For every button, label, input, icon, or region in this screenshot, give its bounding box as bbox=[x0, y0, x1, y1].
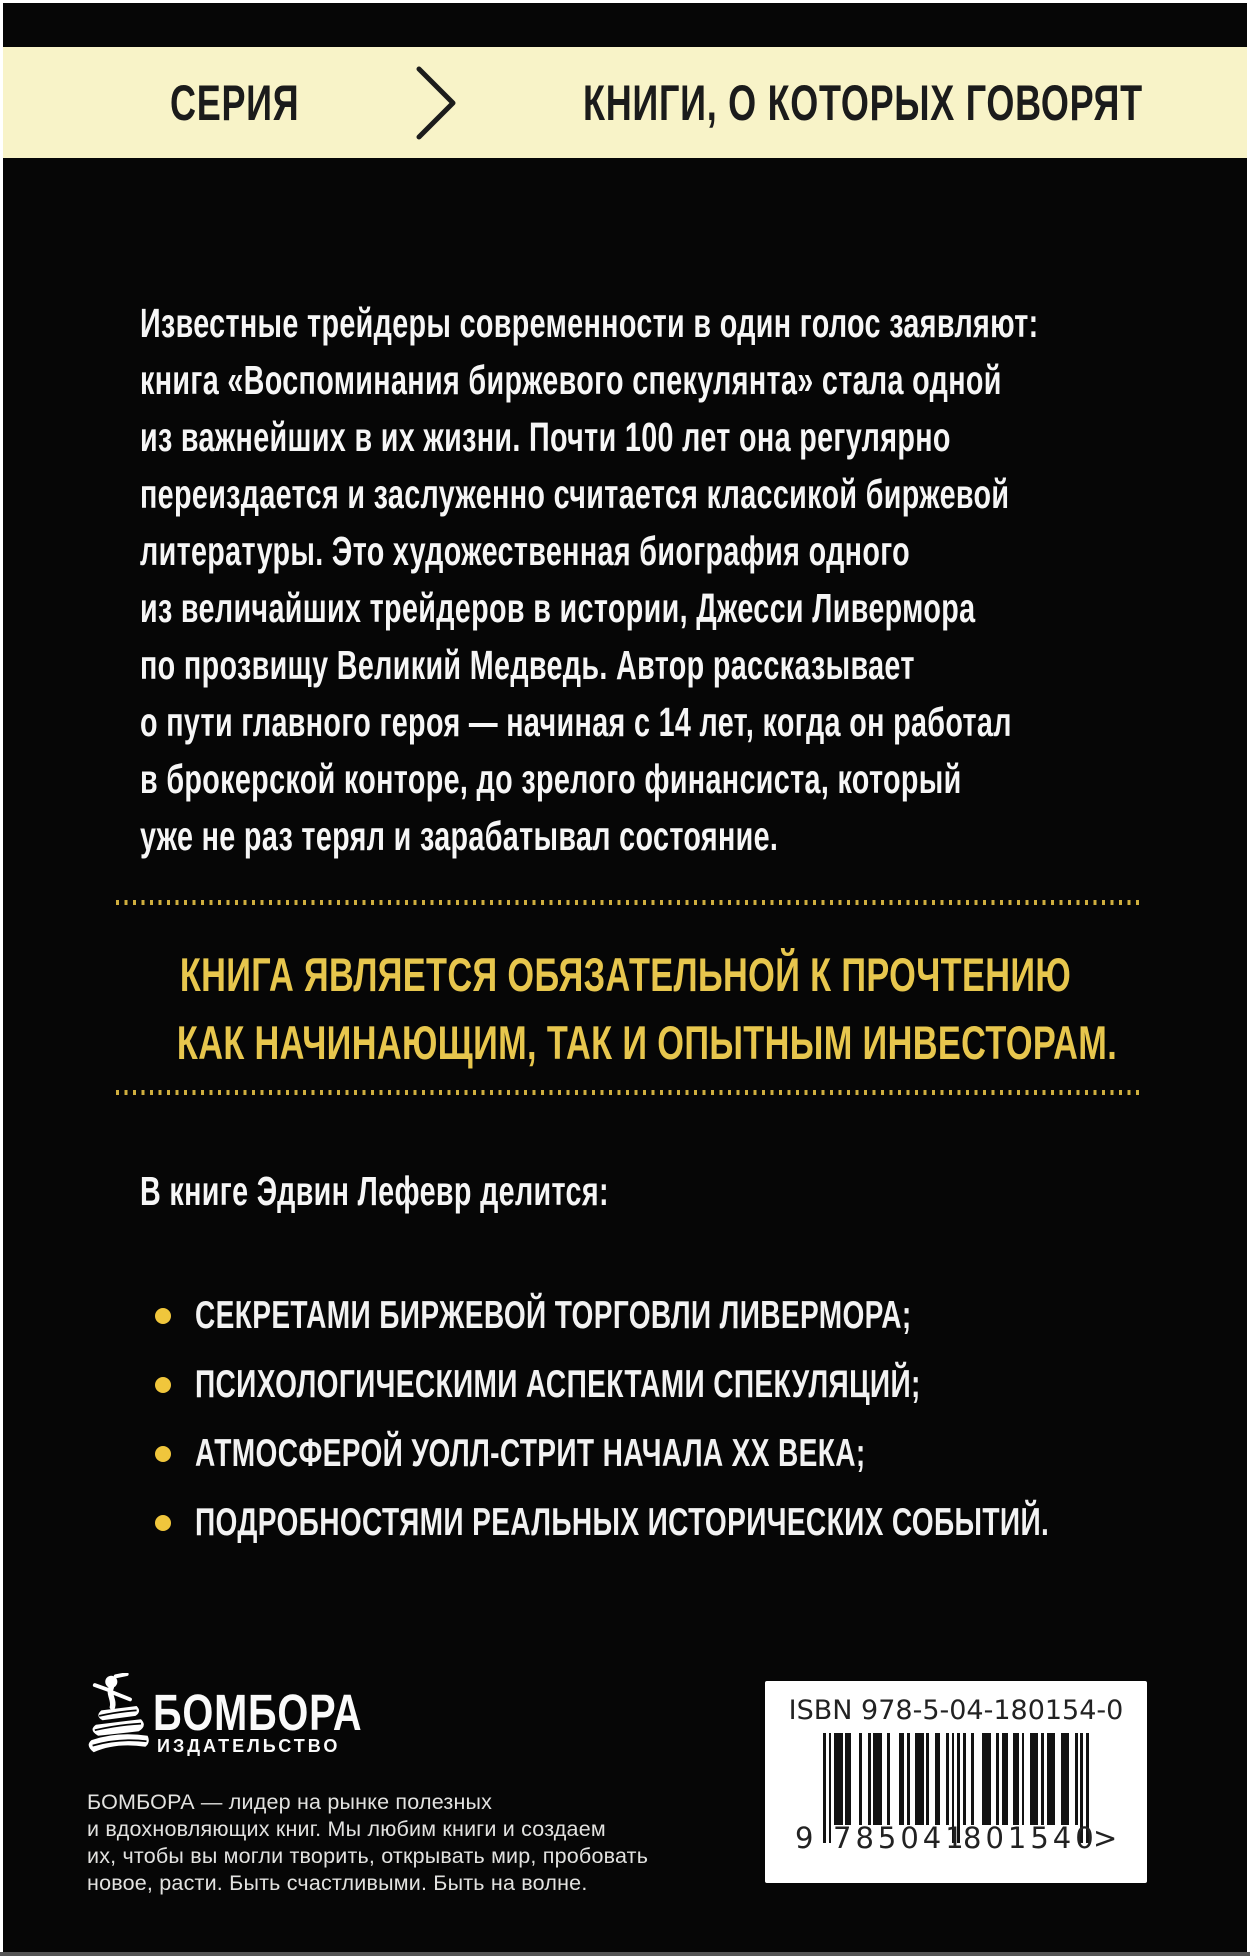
publisher-description-line: и вдохновляющих книг. Мы любим книги и создаем bbox=[87, 1817, 606, 1841]
publisher-name bbox=[153, 1684, 422, 1741]
highlight-quote bbox=[3, 941, 1247, 1077]
annotation-line: литературы. Это художественная биография одного bbox=[140, 528, 911, 574]
features-intro-text: В книге Эдвин Лефевр делится: bbox=[140, 1168, 609, 1214]
features-intro bbox=[140, 1163, 810, 1220]
annotation-line: Известные трейдеры современности в один голос заявляют: bbox=[140, 300, 1039, 346]
feature-text: АТМОСФЕРОЙ УОЛЛ-СТРИТ НАЧАЛА ХХ ВЕКА; bbox=[195, 1432, 866, 1475]
publisher-name-text: БОМБОРА bbox=[153, 1684, 363, 1741]
barcode-digits bbox=[765, 1821, 1147, 1857]
feature-item bbox=[3, 1425, 1250, 1482]
annotation-line: из важнейших в их жизни. Почти 100 лет она регулярно bbox=[140, 414, 951, 460]
bombora-logo-icon bbox=[85, 1673, 153, 1761]
series-name-text: КНИГИ, О КОТОРЫХ ГОВОРЯТ bbox=[583, 74, 1143, 131]
bullet-dot-icon bbox=[155, 1446, 171, 1462]
dotted-divider-top bbox=[116, 900, 1140, 905]
chevron-right-icon bbox=[411, 65, 461, 141]
series-band bbox=[3, 47, 1247, 158]
feature-text: СЕКРЕТАМИ БИРЖЕВОЙ ТОРГОВЛИ ЛИВЕРМОРА; bbox=[195, 1294, 912, 1337]
annotation-line: переиздается и заслуженно считается классикой биржевой bbox=[140, 471, 1010, 517]
feature-text: ПСИХОЛОГИЧЕСКИМИ АСПЕКТАМИ СПЕКУЛЯЦИЙ; bbox=[195, 1363, 921, 1406]
bullet-dot-icon bbox=[155, 1377, 171, 1393]
series-label-text: СЕРИЯ bbox=[170, 74, 300, 131]
annotation-paragraph bbox=[140, 295, 1250, 865]
feature-item bbox=[3, 1287, 1250, 1344]
annotation-line: из величайших трейдеров в истории, Джесси Ливермора bbox=[140, 585, 976, 631]
highlight-line: КАК НАЧИНАЮЩИМ, ТАК И ОПЫТНЫМ ИНВЕСТОРАМ. bbox=[176, 1016, 1118, 1069]
barcode-first-digit: 9 bbox=[795, 1821, 814, 1855]
bullet-dot-icon bbox=[155, 1515, 171, 1531]
feature-item bbox=[3, 1494, 1250, 1551]
annotation-line: о пути главного героя — начиная с 14 лет, когда он работал bbox=[140, 699, 1012, 745]
publisher-description-line: новое, расти. Быть счастливыми. Быть на волне. bbox=[87, 1871, 588, 1895]
series-label bbox=[170, 74, 350, 132]
barcode-left-digits: 785041 bbox=[833, 1821, 968, 1855]
annotation-line: в брокерской конторе, до зрелого финансиста, который bbox=[140, 756, 962, 802]
bullet-dot-icon bbox=[155, 1308, 171, 1324]
publisher-description bbox=[87, 1789, 648, 1897]
series-name bbox=[583, 74, 1250, 132]
barcode-right-digits: 801540 bbox=[963, 1821, 1098, 1855]
photo-bottom-edge bbox=[0, 1952, 1250, 1956]
feature-text: ПОДРОБНОСТЯМИ РЕАЛЬНЫХ ИСТОРИЧЕСКИХ СОБЫТИЙ. bbox=[195, 1501, 1050, 1544]
feature-item bbox=[3, 1356, 1250, 1413]
publisher-description-line: их, чтобы вы могли творить, открывать мир, пробовать bbox=[87, 1844, 649, 1868]
barcode-box bbox=[765, 1681, 1147, 1883]
publisher-division-label: ИЗДАТЕЛЬСТВО bbox=[157, 1736, 341, 1756]
highlight-line: КНИГА ЯВЛЯЕТСЯ ОБЯЗАТЕЛЬНОЙ К ПРОЧТЕНИЮ bbox=[179, 948, 1071, 1001]
isbn-label: ISBN 978-5-04-180154-0 bbox=[788, 1695, 1124, 1726]
dotted-divider-bottom bbox=[116, 1090, 1140, 1095]
cover-background bbox=[3, 3, 1247, 1956]
barcode-end-mark: > bbox=[1093, 1821, 1118, 1855]
annotation-line: уже не раз терял и зарабатывал состояние. bbox=[140, 813, 779, 859]
features-list bbox=[3, 1287, 1250, 1563]
publisher-description-line: БОМБОРА — лидер на рынке полезных bbox=[87, 1790, 493, 1814]
annotation-line: книга «Воспоминания биржевого спекулянта» стала одной bbox=[140, 357, 1002, 403]
annotation-line: по прозвищу Великий Медведь. Автор рассказывает bbox=[140, 642, 915, 688]
